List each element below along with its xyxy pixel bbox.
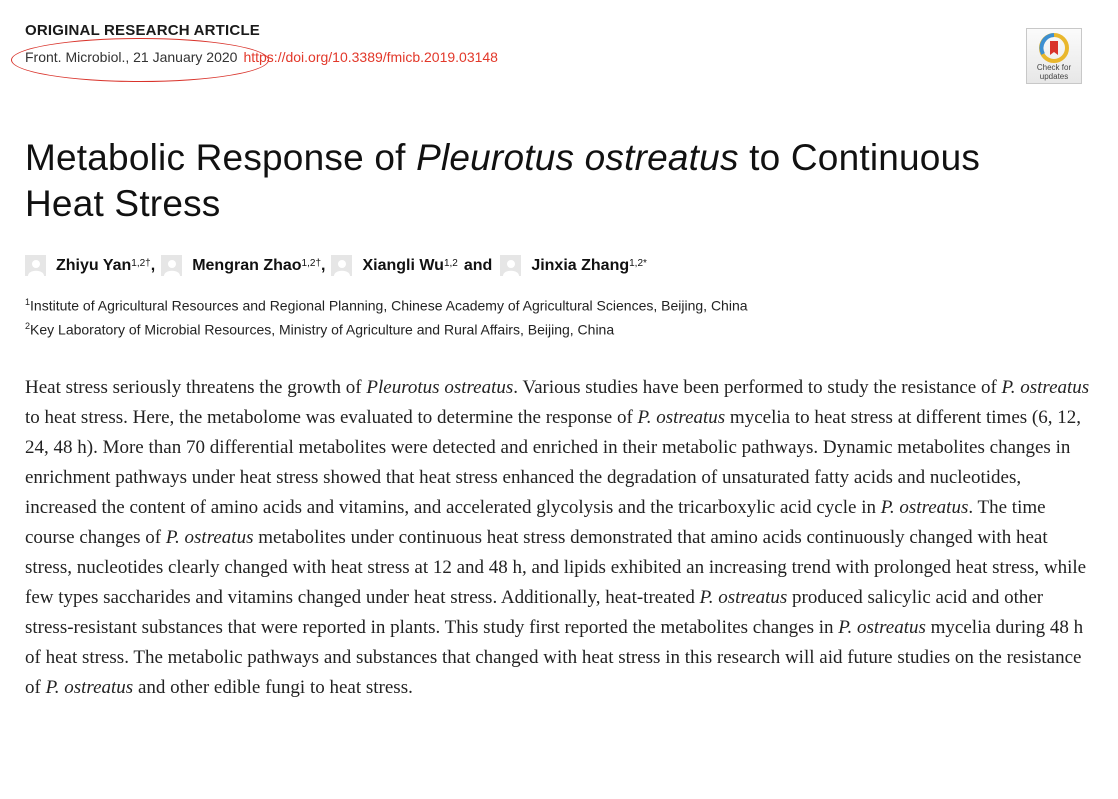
author-sup: 1,2† [131, 258, 151, 269]
title-species: Pleurotus ostreatus [416, 137, 739, 178]
check-updates-label-1: Check for [1036, 63, 1072, 72]
article-title: Metabolic Response of Pleurotus ostreatus to Continuous Heat Stress [25, 137, 981, 224]
author-sup: 1,2 [443, 258, 458, 269]
check-for-updates-icon [1039, 33, 1069, 63]
check-updates-label-2: updates [1039, 72, 1069, 81]
affiliation: $^1$Institute of Agricultural Resources and Regional Planning, Chinese Academy of Agricultural Sciences, Beijing, China [25, 297, 748, 314]
check-for-updates-button[interactable] [1026, 28, 1082, 84]
author-item[interactable] [500, 255, 647, 276]
author-name: Mengran Zhao [192, 256, 302, 274]
citation-text: Front. Microbiol., 21 January 2020 [25, 49, 238, 65]
author-item[interactable]: Zhiyu Yan $^{1,2\dagger}$ , [25, 255, 161, 276]
author-sup: 1,2† [301, 258, 322, 269]
article-type-label: ORIGINAL RESEARCH ARTICLE [25, 22, 261, 39]
affiliation: $^2$Key Laboratory of Microbial Resources, Ministry of Agriculture and Rural Affairs, Beijing, China [25, 321, 615, 338]
author-name: Zhiyu Yan [56, 256, 132, 274]
abstract: Heat stress seriously threatens the growth of Pleurotus ostreatus. Various studies have been performed to study the resistance of P. ostreatus to heat stress. Here, the metabolome was evaluated to determine the response of P. ostreatus mycelia to heat stress at different times (6, 12, 24, 48 h). More than 70 differential metabolites were detected and enriched in their metabolic pathways. Dynamic metabolites changes in enrichment pathways under heat stress showed that heat stress enhanced the degradation of unsaturated fatty acids and nucleotides, increased the content of amino acids and vitamins, and accelerated glycolysis and the tricarboxylic acid cycle in P. ostreatus. The time course changes of P. ostreatus metabolites under continuous heat stress demonstrated that amino acids continuously changed with heat stress, nucleotides clearly changed with heat stress at 12 and 48 h, and lipids exhibited an increasing trend with prolonged heat stress, while few types saccharides and vitamins changed under heat stress. Additionally, heat-treated P. ostreatus produced salicylic acid and other stress-resistant substances that were reported in plants. This study first reported the metabolites changes in P. ostreatus mycelia during 48 h of heat stress. The metabolic pathways and substances that changed with heat stress in this research will aid future studies on the resistance of P. ostreatus and other edible fungi to heat stress. [25, 377, 1090, 698]
author-sup: 1,2* [629, 258, 647, 269]
citation-row [25, 49, 498, 65]
author-conjunction: and [463, 256, 493, 274]
avatar-icon [500, 255, 521, 276]
doi-link[interactable]: https://doi.org/10.3389/fmicb.2019.03148 [243, 49, 498, 65]
author-item[interactable]: Mengran Zhao $^{1,2\dagger}$ , [161, 255, 331, 276]
author-name: Xiangli Wu [362, 256, 444, 274]
author-list [25, 255, 647, 276]
avatar-icon [25, 255, 46, 276]
avatar-icon [331, 255, 352, 276]
author-item[interactable] [331, 255, 457, 276]
avatar-icon [161, 255, 182, 276]
author-name: Jinxia Zhang [531, 256, 630, 274]
